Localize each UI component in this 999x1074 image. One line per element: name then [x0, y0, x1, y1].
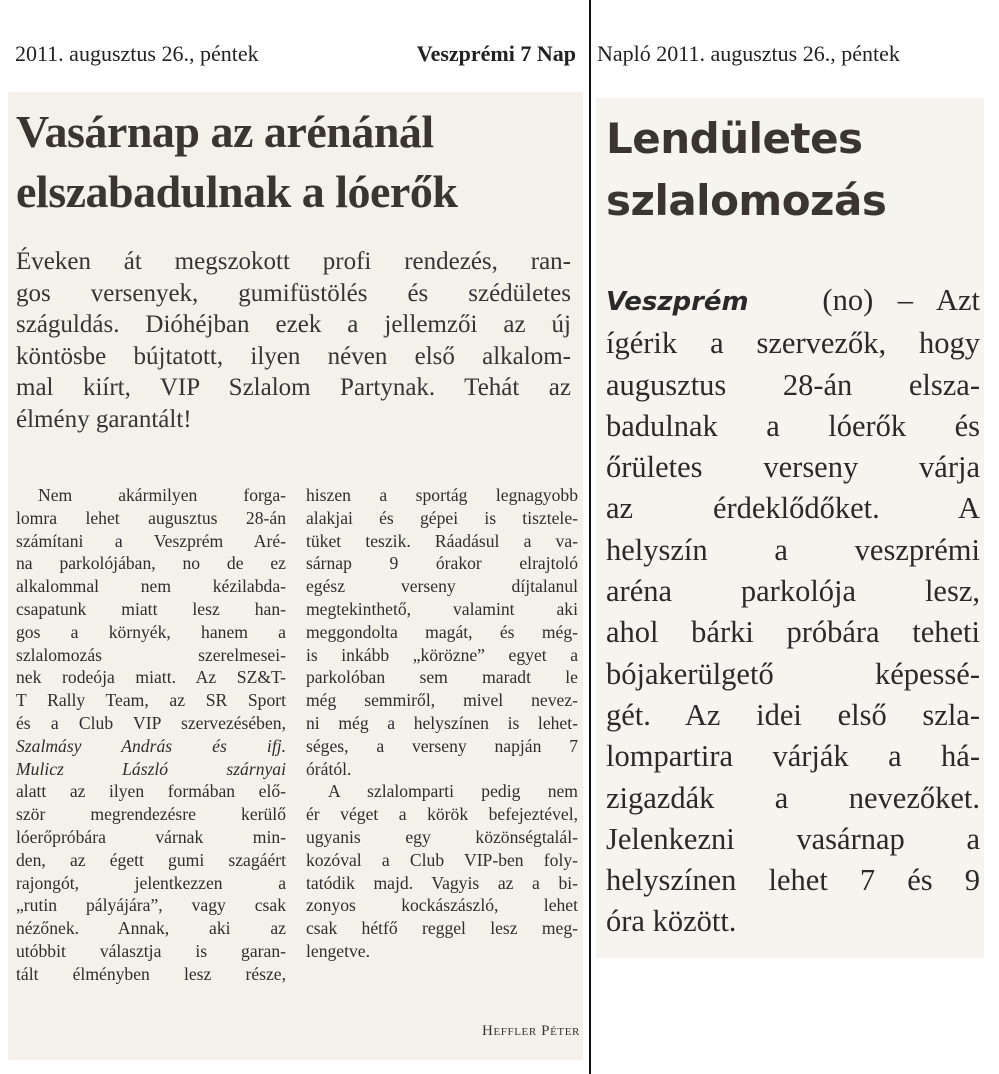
body-line: lengetve.	[306, 940, 370, 961]
body-line: még semmiről, mivel nevez-	[306, 690, 578, 711]
body-line: megtekinthető, valamint aki	[306, 598, 578, 619]
right-body-line: óra között.	[606, 904, 737, 939]
body-line: meggondolta magát, és még-	[306, 621, 578, 642]
dateline-place: Veszprém	[606, 287, 749, 317]
right-body-line: ahol bárki próbára teheti	[606, 615, 980, 650]
left-headline-line: Vasárnap az arénánál	[16, 106, 434, 157]
body-line: séges, a verseny napján 7	[306, 735, 578, 756]
body-line: csapatunk miatt lesz han-	[16, 598, 286, 619]
body-line: alatt az ilyen formában elő-	[16, 781, 286, 802]
lead-line: élmény garantált!	[16, 405, 192, 433]
body-line: hiszen a sportág legnagyobb	[306, 485, 578, 505]
lead-line: Éveken át megszokott profi rendezés, ran-	[16, 248, 571, 275]
column-divider	[589, 0, 591, 1074]
lead-line: gos versenyek, gumifüstölés és szédületes	[16, 279, 571, 307]
right-body-line: aréna parkolója lesz,	[606, 574, 980, 609]
body-line: Nem akármilyen forga-	[38, 485, 286, 505]
right-body-line: Jelenkezni vasárnap a	[606, 821, 980, 856]
body-line: sárnap 9 órakor elrajtoló	[306, 553, 578, 574]
body-line: csak hétfő reggel lesz meg-	[306, 918, 578, 939]
body-line: tatódik majd. Vagyis az a bi-	[306, 872, 578, 893]
right-headline	[606, 108, 986, 232]
left-lead-paragraph	[16, 246, 571, 435]
body-line: és a Club VIP szervezésében,	[16, 712, 286, 733]
right-header: Napló 2011. augusztus 26., péntek	[597, 41, 900, 66]
right-body-line: az érdeklődőket. A	[606, 491, 980, 526]
body-line: den, az égett gumi szagáért	[16, 849, 286, 870]
body-line: gos a környék, hanem a	[16, 621, 286, 642]
body-line: ször megrendezésre kerülő	[16, 804, 286, 825]
body-line: lóerőpróbára várnak min-	[16, 826, 286, 847]
body-line: parkolóban sem maradt le	[306, 667, 578, 688]
body-line: kozóval a Club VIP-ben foly-	[306, 849, 578, 870]
left-date: 2011. augusztus 26., péntek	[15, 41, 259, 66]
right-body-line: őrületes verseny várja	[606, 450, 980, 485]
right-body-line: zigazdák a nevezőket.	[606, 780, 980, 815]
body-line: ugyanis egy közönségtalál-	[306, 826, 578, 847]
left-headline-line: elszabadulnak a lóerők	[16, 166, 458, 217]
right-headline-line: Lendületes	[606, 114, 863, 163]
body-line: ni még a helyszínen is lehet-	[306, 712, 578, 733]
body-line: „rutin pályájára”, vagy csak	[16, 895, 286, 916]
dateline-rest: (no) – Azt	[822, 283, 980, 317]
body-line: Szalmásy András és ifj.	[16, 735, 286, 756]
body-line: alakjai és gépei is tisztele-	[306, 507, 578, 528]
left-author-byline: Heffler Péter	[482, 1023, 580, 1039]
lead-line: köntösbe bújtatott, ilyen néven első alkalom-	[16, 342, 571, 370]
right-body-line: helyszínen lehet 7 és 9	[606, 863, 980, 898]
right-headline-line: szlalomozás	[606, 176, 887, 225]
body-line: lomra lehet augusztus 28-án	[16, 507, 286, 528]
body-line: egész verseny díjtalanul	[306, 576, 578, 597]
body-line: utóbbit választja is garan-	[16, 940, 286, 961]
body-line: ér véget a körök befejeztével,	[306, 804, 578, 825]
right-body-line: gét. Az idei első szla-	[606, 697, 980, 732]
right-body-line: ígérik a szervezők, hogy	[606, 326, 980, 361]
body-line: tüket teszik. Ráadásul a va-	[306, 530, 578, 551]
right-body-line: augusztus 28-án elsza-	[606, 367, 980, 402]
body-line: tált élményben lesz része,	[16, 963, 286, 984]
right-body	[606, 280, 980, 943]
body-line: is inkább „körözne” egyet a	[306, 644, 578, 665]
body-line: alkalommal nem kézilabda-	[16, 576, 286, 597]
right-body-line: badulnak a lóerők és	[606, 408, 980, 443]
right-body-line: lompartira várják a há-	[606, 739, 980, 774]
body-line: zonyos kockászászló, lehet	[306, 895, 578, 916]
right-body-line: bójakerülgető képessé-	[606, 656, 980, 691]
lead-line: mal kiírt, VIP Szlalom Partynak. Tehát az	[16, 374, 571, 401]
body-line: szlalomozás szerelmesei-	[16, 644, 286, 665]
body-line: órától.	[306, 758, 352, 779]
right-body-line: helyszín a veszprémi	[606, 532, 980, 567]
body-line: A szlalomparti pedig nem	[328, 781, 578, 802]
left-body-column-2	[306, 484, 578, 963]
body-line: nézőnek. Annak, aki az	[16, 918, 286, 939]
left-headline	[16, 102, 581, 222]
lead-line: száguldás. Dióhéjban ezek a jellemzői az új	[16, 311, 571, 338]
body-line: rajongót, jelentkezzen a	[16, 872, 286, 893]
body-line: na parkolójában, no de ez	[16, 553, 286, 574]
left-body-column-1	[16, 484, 286, 986]
body-line: Mulicz László szárnyai	[16, 758, 286, 779]
left-paper-name: Veszprémi 7 Nap	[416, 41, 576, 66]
body-line: nek rodeója miatt. Az SZ&T-	[16, 667, 286, 688]
right-body-first-line	[606, 280, 980, 323]
body-line: T Rally Team, az SR Sport	[16, 690, 286, 711]
body-line: számítani a Veszprém Aré-	[16, 530, 286, 551]
